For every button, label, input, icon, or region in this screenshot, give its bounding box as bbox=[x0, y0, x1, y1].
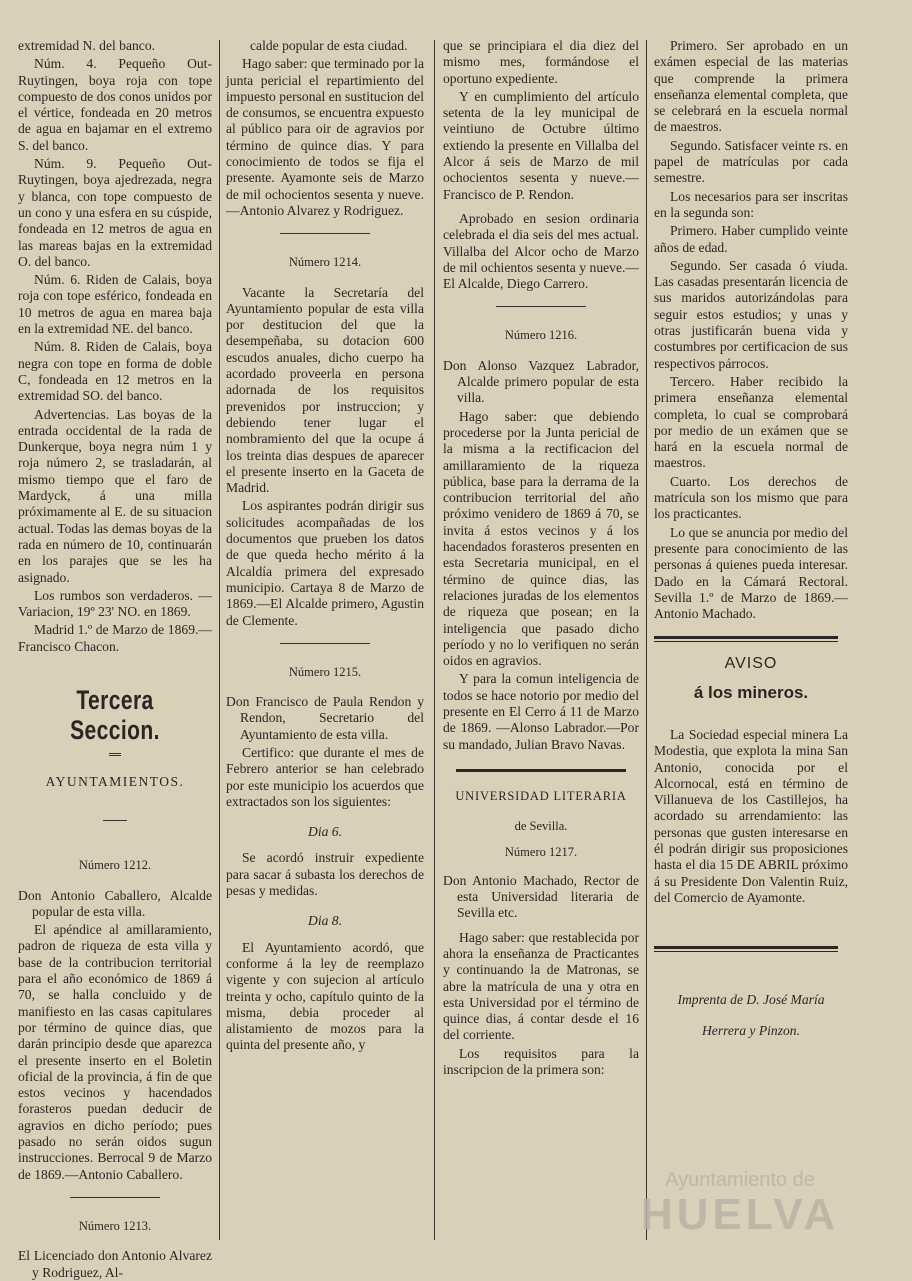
divider bbox=[109, 753, 121, 756]
notice-body: Los aspirantes podrán dirigir sus solicitudes acompañadas de los documentos que prueben los datos de que queda hecho mérito á la Alcaldía primera del expresado municipio. Cartaya 8 de Marzo de 1869.—El Alcalde primero, Agustin de Clemente. bbox=[226, 498, 424, 628]
notice-number: Número 1213. bbox=[78, 1218, 152, 1233]
notice-body: Se acordó instruir expediente para sacar á subasta los derechos de pesas y medidas. bbox=[226, 850, 424, 899]
notice-subtitle: á los mineros. bbox=[693, 682, 809, 702]
divider bbox=[103, 820, 127, 821]
institution-subtitle: de Sevilla. bbox=[514, 819, 568, 834]
paragraph-buoy-9: Núm. 9. Pequeño Out-Ruytingen, boya ajedrezada, negra y blanca, con tope compuesto de un cono y una esfera en su cúspide, fondeada en 12 metros de agua en las mareas bajas en la extremidad O. del banco. bbox=[18, 156, 212, 269]
paragraph-buoy-4: Núm. 4. Pequeño Out-Ruytingen, boya roja con tope compuesto de dos conos unidos por el vértice, fondeada en 20 metros de agua en bajamar en el extremo S. del banco. bbox=[18, 56, 212, 153]
requirement-item: Primero. Haber cumplido veinte años de edad. bbox=[654, 223, 848, 255]
notice-body: El apéndice al amillaramiento, padron de riqueza de esta villa y base de la contribucion territorial para el año económico de 1869 á 70, se halla concluido y de manifiesto en las casas capitulares por término de quince dias, que darán principio desde que aparezca el presente inserto en el Boletin oficial de la provincia, á fin de que estos vecinos y hacendados forasteros puedan deducir de agravios en dicho período; pues pasado no serán oidos sugun instrucciones. Berrocal 9 de Marzo de 1869.—Antonio Caballero. bbox=[18, 922, 212, 1182]
divider bbox=[456, 769, 626, 772]
notice-heading: Don Francisco de Paula Rendon y Rendon, Secretario del Ayuntamiento de esta villa. bbox=[226, 694, 424, 742]
watermark-line: HUELVA bbox=[640, 1190, 840, 1239]
notice-body: La Sociedad especial minera La Modestia, que explota la mina San Antonio, conocida por el Alcornocal, está en término de Villanueva de los Castillejos, ha acordado su arrendamiento: las personas que gusten interesarse en él podrán dirigir sus proposiciones hasta el dia 15 DE ABRIL próximo á su Presidente Don Valentin Ruiz, del Comercio de Ayamonte. bbox=[654, 726, 848, 905]
notice-number: Número 1216. bbox=[504, 328, 578, 343]
printer-line: Herrera y Pinzon. bbox=[701, 1022, 801, 1038]
section-title: Tercera Seccion. bbox=[70, 684, 160, 745]
notice-title: AVISO bbox=[724, 655, 778, 673]
notice-body: Certifico: que durante el mes de Febrero anterior se han celebrado por este municipio los acuerdos que extractados son los siguientes: bbox=[226, 744, 424, 809]
requirement-item: Segundo. Satisfacer veinte rs. en papel de matrículas por cada semestre. bbox=[654, 137, 848, 186]
notice-body: Hago saber: que restablecida por ahora la enseñanza de Practicantes y continuando la de Matronas, se abre la matrícula de una y otra en esta Universidad por el término de quince dias, á contar desde el 16 del corriente. bbox=[443, 929, 639, 1043]
watermark-line: Ayuntamiento de bbox=[665, 1169, 815, 1191]
notice-heading: Don Antonio Caballero, Alcalde popular de esta villa. bbox=[18, 887, 212, 919]
notice-number: Número 1215. bbox=[288, 664, 362, 679]
institution-title: UNIVERSIDAD LITERARIA bbox=[455, 788, 627, 803]
notice-body: Vacante la Secretaría del Ayuntamiento popular de esta villa por destitucion del que la desempeñaba, su dotacion 600 escudos anuales, dicho cuerpo ha acordado proveerla en persona adornada de los requisitos prevenidos por instruccion; y debiendo tener lugar el nombramiento del que la ocupe á los treinta dias despues de aparecer el presente inserto en la Gaceta de Madrid. bbox=[226, 284, 424, 496]
notice-body: El Ayuntamiento acordó, que conforme á la ley de reemplazo vigente y con sujecion al artículo treinta y ocho, capítulo quinto de la misma, debia proceder al alistamiento de mozos para la quinta del presente año, y bbox=[226, 939, 424, 1053]
watermark bbox=[640, 1168, 840, 1238]
notice-heading-continued: calde popular de esta ciudad. bbox=[250, 38, 408, 53]
divider bbox=[496, 306, 586, 307]
requirement-item: Cuarto. Los derechos de matrícula son los mismo que para los practicantes. bbox=[654, 473, 848, 522]
paragraph-buoy-6: Núm. 6. Riden de Calais, boya roja con tope esférico, fondeada en 10 metros de agua en marea baja en la extremidad NE. del banco. bbox=[18, 272, 212, 337]
requirement-item: Segundo. Ser casada ó viuda. Las casadas presentarán licencia de sus maridos autorizándolas para seguir estos estudios; y unas y otras justificarán buena vida y costumbres por certificacion de sus respectivos párrocos. bbox=[654, 257, 848, 371]
notice-heading: El Licenciado don Antonio Alvarez y Rodriguez, Al- bbox=[18, 1248, 212, 1280]
requirement-item: Tercero. Haber recibido la primera enseñanza elemental completa, lo cual se comprobará por medio de un exámen que se hará en la escuela normal de maestros. bbox=[654, 373, 848, 471]
requirement-item: Los necesarios para ser inscritas en la segunda son: bbox=[654, 188, 848, 220]
divider bbox=[654, 636, 838, 642]
notice-body: Hago saber: que terminado por la junta pericial el repartimiento del impuesto personal en sustitucion del de consumos, se encuentra expuesto al público para oir de agravios por término de quince dias. Y para conocimiento de todos se fija el presente. Ayamonte seis de Marzo de mil ochocientos sesenta y nueve.—Antonio Alvarez y Rodriguez. bbox=[226, 56, 424, 218]
paragraph-buoy-8: Núm. 8. Riden de Calais, boya negra con tope en forma de doble C, fondeada en 12 metros en la extremidad SO. del banco. bbox=[18, 339, 212, 404]
notice-heading: Don Alonso Vazquez Labrador, Alcalde primero popular de esta villa. bbox=[443, 357, 639, 406]
column-rule bbox=[219, 40, 220, 1240]
day-heading: Dia 6. bbox=[308, 824, 342, 840]
column-3 bbox=[443, 38, 639, 1250]
notice-number: Número 1212. bbox=[78, 858, 152, 873]
printer-line: Imprenta de D. José María bbox=[677, 992, 825, 1008]
paragraph-advertencias: Advertencias. Las boyas de la entrada occidental de la rada de Dunkerque, boya negra núm 1 y roja número 2, se trasladarán, al mismo tiempo que el faro de Mardyck, á una milla próximamente al E. de su situacion actual. Todas las demas boyas de la rada en número de 10, continuarán en los parajes que se les ha asignado. bbox=[18, 406, 212, 585]
notice-number: Número 1217. bbox=[504, 845, 578, 860]
column-1 bbox=[18, 38, 212, 1280]
divider bbox=[280, 233, 370, 234]
notice-body: Los requisitos para la inscripcion de la primera son: bbox=[443, 1045, 639, 1078]
requirement-item: Primero. Ser aprobado en un exámen especial de las materias que comprende la primera enseñanza elemental completa, que se celebrará en la escuela normal de maestros. bbox=[654, 38, 848, 135]
column-rule bbox=[434, 40, 435, 1240]
divider bbox=[654, 946, 838, 952]
paragraph-madrid-signature: Madrid 1.º de Marzo de 1869.—Francisco Chacon. bbox=[18, 622, 212, 654]
paragraph-rumbos: Los rumbos son verdaderos. —Variacion, 19º 23' NO. en 1869. bbox=[18, 587, 212, 620]
notice-body: Y en cumplimiento del artículo setenta de la ley municipal de veintiuno de Octubre último extiendo la presente en Villalba del Alcor á seis de Marzo de mil ochocientos sesenta y nueve.—Francisco de P. Rendon. bbox=[443, 88, 639, 202]
column-4 bbox=[654, 38, 848, 1250]
notice-body: Lo que se anuncia por medio del presente para conocimiento de las personas á quienes pueda interesar. Dado en la Cámará Rectoral. Sevilla 1.º de Marzo de 1869.—Antonio Machado. bbox=[654, 524, 848, 622]
notice-heading: Don Antonio Machado, Rector de esta Universidad literaria de Sevilla etc. bbox=[443, 872, 639, 921]
notice-body: Y para la comun inteligencia de todos se hace notorio por medio del presente en El Cerro á 11 de Marzo de 1869. —Alonso Labrador.—Por su mandado, Julian Bravo Navas. bbox=[443, 671, 639, 752]
paragraph-extremidad: extremidad N. del banco. bbox=[18, 38, 156, 53]
notice-body: Aprobado en sesion ordinaria celebrada el dia seis del mes actual. Villalba del Alcor ocho de Marzo de mil ochientos sesenta y nueve.—El Alcalde, Diego Carrero. bbox=[443, 210, 639, 292]
section-subtitle: AYUNTAMIENTOS. bbox=[45, 773, 185, 789]
day-heading: Dia 8. bbox=[308, 913, 342, 929]
divider bbox=[70, 1197, 160, 1198]
notice-body: Hago saber: que debiendo procederse por la Junta pericial de la misma a la rectificacion del amillaramiento de la riqueza pública, base para la derrama de la contribucion territorial del año próximo venidero de 1869 á 70, se invita á estos vecinos y á los hacendados forasteros presenten en esta Secretaria municipal, en el término de quince dias, las relaciones juradas de los elementos de riqueza que posean; en la inteligencia que pasado dicho período y no lo verifiquen no serán oidos en agravios. bbox=[443, 408, 639, 669]
notice-number: Número 1214. bbox=[288, 255, 362, 270]
notice-body: que se principiara el dia diez del mismo mes, formándose el oportuno expediente. bbox=[443, 38, 639, 86]
divider bbox=[280, 643, 370, 644]
column-rule bbox=[646, 40, 647, 1240]
column-2 bbox=[226, 38, 424, 1250]
